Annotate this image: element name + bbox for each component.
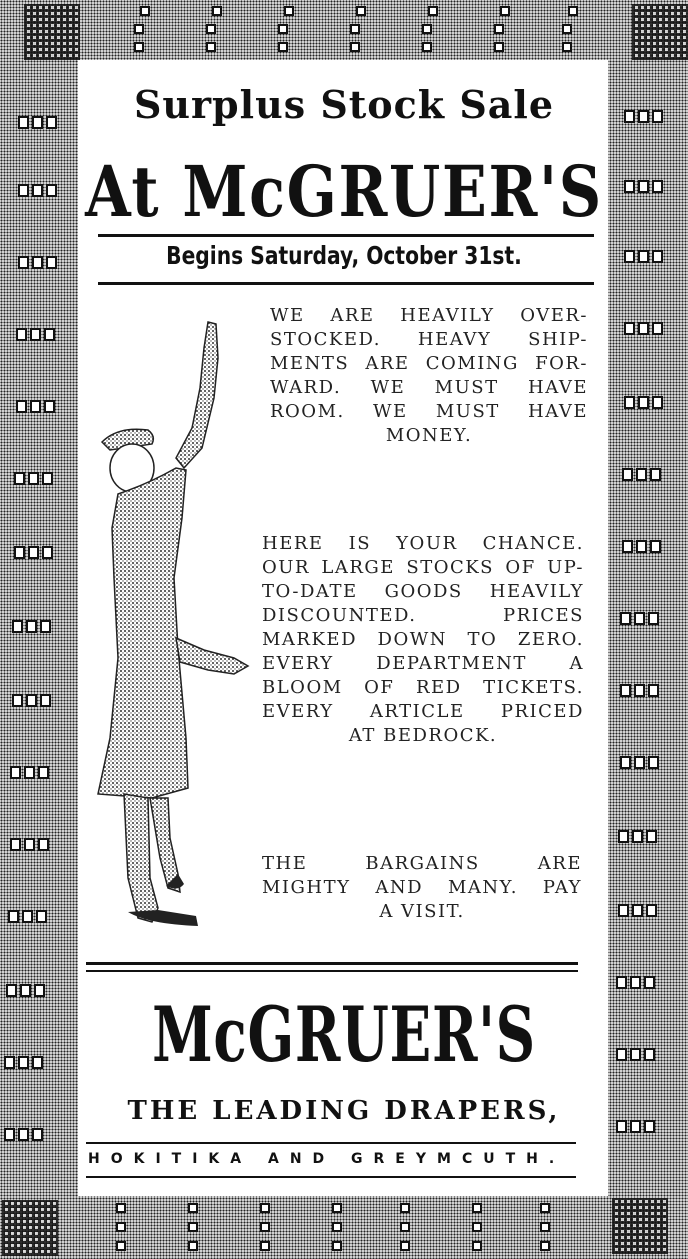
paragraph-line: STOCKED. HEAVY SHIP- [270, 329, 588, 350]
rule-footer-top-2 [86, 970, 578, 972]
rule-above-towns [86, 1142, 576, 1144]
rule-footer-top-1 [86, 962, 578, 965]
footer-store-name: McGRUER'S [152, 990, 536, 1079]
paragraph-line: THE BARGAINS ARE [262, 853, 582, 874]
rule-below-towns [86, 1176, 576, 1178]
paragraph-line: MARKED DOWN TO ZERO. [262, 629, 584, 650]
paragraph-line: MONEY. [385, 425, 473, 446]
paragraph-line: DISCOUNTED. PRICES [262, 605, 584, 626]
paragraph-line: TO-DATE GOODS HEAVILY [262, 581, 584, 602]
paragraph-overstocked [270, 304, 588, 448]
sale-start-date: Begins Saturday, October 31st. [166, 241, 522, 270]
paragraph-line: HERE IS YOUR CHANCE. [262, 533, 584, 554]
paragraph-line: WE ARE HEAVILY OVER- [270, 305, 588, 326]
paragraph-line: EVERY ARTICLE PRICED [262, 701, 584, 722]
footer-tagline: THE LEADING DRAPERS, [127, 1096, 561, 1126]
rule-top [98, 234, 594, 237]
paragraph-line: BLOOM OF RED TICKETS. [262, 677, 584, 698]
corner-ornament-top-right [632, 4, 688, 60]
paragraph-bargains [262, 852, 582, 924]
paragraph-line: AT BEDROCK. [348, 725, 498, 746]
paragraph-line: ROOM. WE MUST HAVE [270, 401, 588, 422]
paragraph-line: A VISIT. [379, 901, 465, 922]
woman-pointing-illustration [88, 318, 258, 934]
corner-ornament-bottom-right [612, 1198, 668, 1254]
corner-ornament-top-left [24, 4, 80, 60]
headline-surplus-stock-sale: Surplus Stock Sale [133, 82, 555, 127]
footer-towns: HOKITIKA AND GREYMCUTH. [88, 1151, 566, 1167]
paragraph-line: MIGHTY AND MANY. PAY [262, 877, 582, 898]
paragraph-line: MENTS ARE COMING FOR- [270, 353, 588, 374]
paragraph-line: WARD. WE MUST HAVE [270, 377, 588, 398]
corner-ornament-bottom-left [2, 1200, 58, 1256]
paragraph-line: EVERY DEPARTMENT A [262, 653, 584, 674]
paragraph-your-chance [262, 532, 584, 748]
paragraph-line: OUR LARGE STOCKS OF UP- [262, 557, 584, 578]
rule-below-date [98, 282, 594, 285]
headline-store-name: At McGRUER'S [85, 150, 603, 233]
